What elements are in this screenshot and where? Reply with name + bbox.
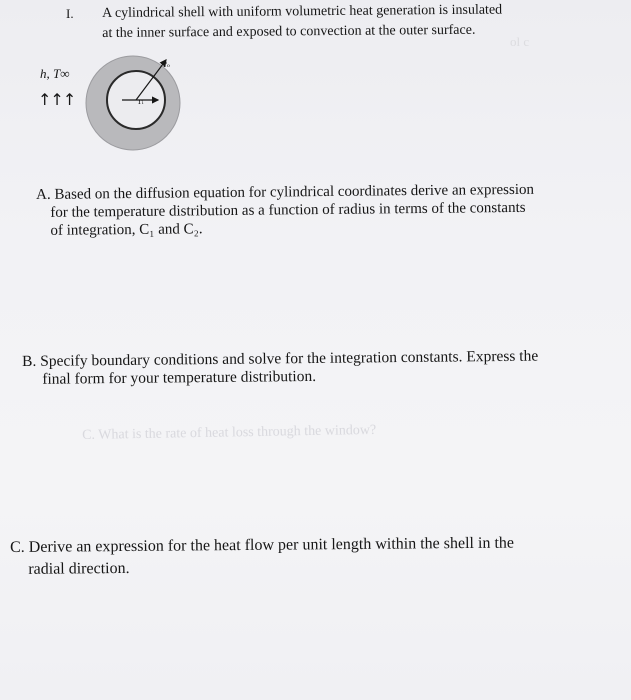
problem-statement-line-1: A cylindrical shell with uniform volumetric heat generation is insulated	[102, 2, 503, 21]
question-a-line-2: for the temperature distribution as a function of radius in terms of the constants	[50, 199, 526, 221]
outer-radius-label: rₒ	[163, 60, 170, 69]
question-c-line-2: radial direction.	[28, 559, 130, 578]
bleed-through-text: C. What is the rate of heat loss through the window?	[82, 422, 377, 443]
question-a	[36, 181, 534, 240]
question-b	[22, 348, 538, 389]
cylindrical-shell-diagram	[30, 48, 200, 158]
shell-cross-section	[78, 48, 188, 158]
flow-arrows-icon: ↑↑↑	[38, 90, 76, 109]
convection-label: h, T∞	[40, 66, 70, 81]
question-c	[10, 533, 514, 581]
question-b-line-1: B. Specify boundary conditions and solve for the integration constants. Express the	[22, 347, 539, 370]
question-b-line-2: final form for your temperature distribution.	[42, 367, 317, 388]
problem-number: I.	[66, 6, 74, 21]
inner-radius-label: rᵢ	[138, 97, 144, 106]
problem-statement-line-2: at the inner surface and exposed to convection at the outer surface.	[102, 22, 476, 41]
question-c-line-1: C. Derive an expression for the heat flow per unit length within the shell in the	[10, 534, 515, 556]
bleed-through-text-top: ol c	[510, 34, 530, 49]
question-a-line-1: A. Based on the diffusion equation for cylindrical coordinates derive an expression	[36, 181, 535, 203]
question-a-line-3: of integration, C₁ and C₂.	[50, 221, 203, 239]
